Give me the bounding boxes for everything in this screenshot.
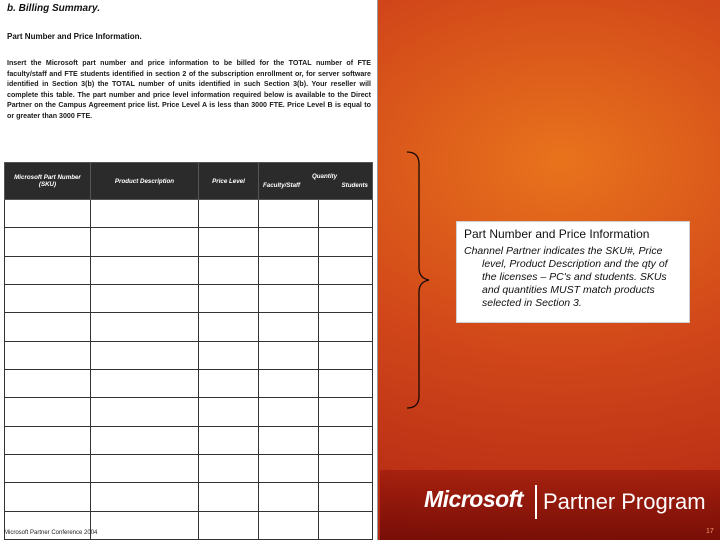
table-cell (5, 426, 91, 454)
microsoft-logo-text: Microsoft (424, 486, 523, 512)
table-cell (199, 256, 259, 284)
table-cell (91, 341, 199, 369)
table-cell (5, 256, 91, 284)
table-cell (319, 200, 373, 228)
slide-number: 17 (706, 528, 714, 535)
table-cell (5, 200, 91, 228)
document-heading: b. Billing Summary. (7, 3, 100, 14)
callout-body: Channel Partner indicates the SKU#, Price level, Product Description and the qty of the licenses – PC's and students. SKUs and quantities MUST match products selected in Section 3. (464, 245, 668, 309)
table-cell (259, 454, 319, 482)
header-quantity-group (259, 163, 373, 200)
table-cell (199, 511, 259, 539)
table-cell (91, 256, 199, 284)
table-cell (319, 398, 373, 426)
table-body (5, 200, 373, 540)
table-row (5, 369, 373, 397)
table-cell (319, 341, 373, 369)
table-cell (259, 426, 319, 454)
table-cell (199, 284, 259, 312)
table-cell (259, 284, 319, 312)
billing-table (4, 162, 373, 540)
table-cell (319, 369, 373, 397)
table-cell (199, 398, 259, 426)
table-cell (91, 483, 199, 511)
header-faculty: Faculty/Staff (263, 182, 301, 189)
curly-bracket-icon (403, 150, 433, 410)
table-cell (5, 398, 91, 426)
table-cell (319, 284, 373, 312)
table-row (5, 284, 373, 312)
document-footer: Microsoft Partner Conference 2004 (4, 530, 98, 536)
table-cell (5, 483, 91, 511)
table-cell (5, 454, 91, 482)
table-cell (91, 369, 199, 397)
table-row (5, 313, 373, 341)
table-cell (199, 341, 259, 369)
table-cell (199, 426, 259, 454)
table-row (5, 228, 373, 256)
table-cell (91, 228, 199, 256)
table-cell (91, 454, 199, 482)
table-cell (319, 511, 373, 539)
partner-program-text: Partner Program (543, 489, 706, 514)
table-header-row (5, 163, 373, 200)
table-cell (259, 483, 319, 511)
table-row (5, 426, 373, 454)
callout-title: Part Number and Price Information (464, 227, 650, 241)
table-cell (5, 341, 91, 369)
partner-program-logo (380, 470, 720, 540)
table-cell (199, 454, 259, 482)
header-price-level: Price Level (199, 163, 259, 200)
document-instructions: Insert the Microsoft part number and price information to be billed for the TOTAL number of FTE faculty/staff and FTE students identified in section 2 of the subscription enrollment or, for server software identified in Section 3(b) the TOTAL number of units identified in such Section 3(b). Your reseller will complete this table. The part number and price level information required below is available to the Direct Partner on the Campus Agreement price list. Price Level A is less than 3000 FTE. Price Level B is equal to or greater than 3000 FTE. (7, 59, 371, 120)
table-cell (91, 511, 199, 539)
table-cell (259, 313, 319, 341)
table-cell (199, 313, 259, 341)
table-cell (5, 313, 91, 341)
table-cell (5, 284, 91, 312)
table-cell (259, 228, 319, 256)
table-cell (319, 483, 373, 511)
table-cell (91, 284, 199, 312)
table-row (5, 200, 373, 228)
table-cell (259, 341, 319, 369)
table-cell (319, 313, 373, 341)
document-subheading: Part Number and Price Information. (7, 32, 142, 41)
table-cell (5, 228, 91, 256)
table-cell (319, 228, 373, 256)
header-sku: Microsoft Part Number (SKU) (5, 163, 91, 200)
header-quantity: Quantity (311, 173, 338, 180)
table-cell (5, 369, 91, 397)
table-cell (199, 369, 259, 397)
header-description: Product Description (91, 163, 199, 200)
table-cell (259, 398, 319, 426)
table-cell (259, 369, 319, 397)
table-cell (259, 200, 319, 228)
callout-box (456, 221, 690, 323)
table-cell (319, 256, 373, 284)
logo-divider (535, 485, 537, 519)
table-cell (91, 200, 199, 228)
table-cell (259, 511, 319, 539)
header-students: Students (341, 182, 369, 189)
table-cell (319, 454, 373, 482)
table-cell (319, 426, 373, 454)
table-cell (91, 398, 199, 426)
table-row (5, 341, 373, 369)
table-cell (199, 483, 259, 511)
table-cell (199, 200, 259, 228)
table-row (5, 398, 373, 426)
table-cell (91, 313, 199, 341)
table-row (5, 483, 373, 511)
table-cell (199, 228, 259, 256)
table-row (5, 454, 373, 482)
table-row (5, 256, 373, 284)
table-cell (91, 426, 199, 454)
table-cell (259, 256, 319, 284)
